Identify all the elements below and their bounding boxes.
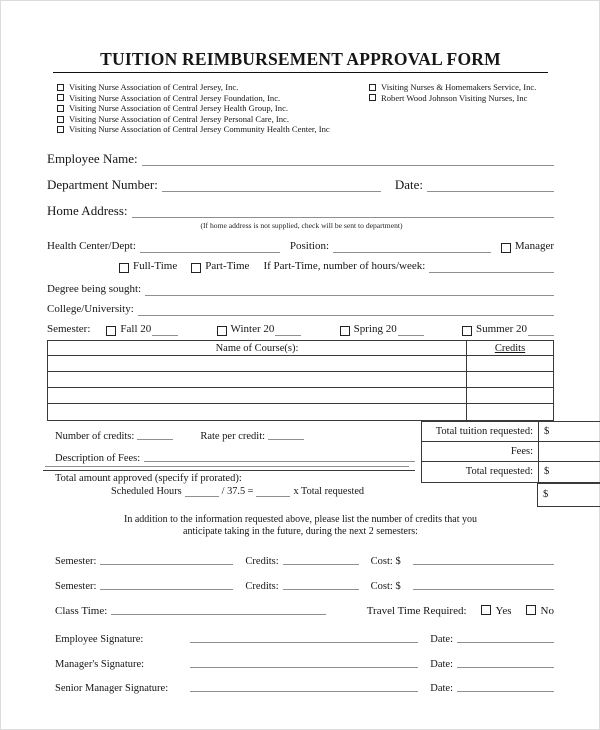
totals-table	[421, 421, 600, 483]
semester-option-winter	[217, 321, 302, 338]
course-table-row	[48, 404, 553, 420]
manager-signature-line[interactable]	[190, 667, 418, 668]
department-number-label: Department Number:	[47, 176, 158, 192]
travel-time-group	[367, 605, 554, 617]
org-option-label: Visiting Nurse Association of Central Jersey Foundation, Inc.	[69, 92, 281, 103]
senior-manager-signature-label: Senior Manager Signature:	[55, 682, 169, 694]
semester-label: Semester:	[47, 322, 91, 335]
checkbox-org-community-health[interactable]	[57, 126, 64, 133]
position-label: Position:	[289, 239, 330, 252]
fall-year-input-line[interactable]	[152, 335, 178, 336]
college-row	[47, 301, 554, 318]
org-option	[369, 93, 554, 104]
fees-row	[422, 442, 600, 462]
future-credits-label: Credits:	[245, 555, 279, 567]
manager-label: Manager	[514, 239, 554, 252]
health-center-row	[47, 238, 554, 255]
dollar-sign: $	[544, 465, 550, 477]
dollar-sign: $	[543, 488, 549, 500]
course-name-header: Name of Course(s):	[48, 341, 467, 355]
college-input-line[interactable]	[138, 315, 554, 316]
org-option-label: Robert Wood Johnson Visiting Nurses, Inc	[381, 92, 528, 103]
course-table-row	[48, 388, 553, 404]
home-address-row	[47, 202, 554, 220]
fall-label: Fall 20	[120, 322, 152, 335]
title-rule	[53, 72, 548, 73]
description-of-fees-row	[47, 447, 415, 464]
class-time-input-line[interactable]	[111, 614, 326, 615]
future-semester-row-2	[47, 574, 554, 592]
credits-cell[interactable]	[467, 356, 553, 371]
future-credits-note	[47, 514, 554, 538]
rate-per-credit-label: Rate per credit:	[200, 430, 266, 442]
travel-time-label: Travel Time Required:	[366, 604, 467, 617]
college-label: College/University:	[47, 302, 134, 315]
employee-name-row	[47, 150, 554, 168]
checkbox-travel-no[interactable]	[526, 605, 536, 615]
total-tuition-row	[422, 422, 600, 442]
degree-row	[47, 281, 554, 298]
employment-type-row	[47, 258, 554, 275]
future-credits-input-line[interactable]	[283, 564, 359, 565]
credits-cell[interactable]	[467, 388, 553, 403]
page-title: TUITION REIMBURSEMENT APPROVAL FORM	[100, 49, 501, 69]
course-name-cell[interactable]	[48, 404, 467, 420]
employee-name-input-line[interactable]	[142, 165, 554, 166]
home-address-note: (If home address is not supplied, check will be sent to department)	[200, 220, 403, 230]
description-continuation-line[interactable]	[45, 464, 409, 467]
manager-signature-date-line[interactable]	[457, 667, 554, 668]
checkbox-spring[interactable]	[340, 326, 350, 336]
spring-year-input-line[interactable]	[398, 335, 424, 336]
checkbox-org-vnacj[interactable]	[57, 84, 64, 91]
checkbox-org-personal-care[interactable]	[57, 116, 64, 123]
future-cost-input-line[interactable]	[413, 589, 554, 590]
org-option-label: Visiting Nurses & Homemakers Service, Inc.	[381, 82, 537, 92]
course-name-cell[interactable]	[48, 388, 467, 403]
checkbox-full-time[interactable]	[119, 263, 129, 273]
degree-input-line[interactable]	[145, 295, 554, 296]
future-credits-note-line1: In addition to the information requested above, please list the number of credits that you	[124, 513, 477, 525]
date-label: Date:	[430, 682, 453, 694]
checkbox-manager[interactable]	[501, 243, 511, 253]
scheduled-hours-row	[55, 485, 415, 499]
organization-column-right	[369, 82, 554, 135]
organization-checklist	[47, 82, 554, 135]
full-time-label: Full-Time	[133, 259, 178, 272]
semester-option-spring	[340, 321, 424, 338]
org-option	[57, 103, 369, 114]
manager-signature-row	[47, 652, 554, 670]
home-address-input-line[interactable]	[132, 217, 554, 218]
employee-signature-row	[47, 627, 554, 645]
date-label: Date:	[394, 176, 423, 192]
class-time-label: Class Time:	[55, 604, 108, 617]
date-input-line[interactable]	[427, 191, 554, 192]
future-cost-input-line[interactable]	[413, 564, 554, 565]
future-credits-label: Credits:	[245, 580, 279, 592]
description-of-fees-input-line[interactable]	[144, 461, 415, 462]
department-number-input-line[interactable]	[162, 191, 381, 192]
total-tuition-amount-cell[interactable]	[538, 422, 600, 441]
semester-options	[106, 321, 554, 338]
winter-label: Winter 20	[230, 322, 275, 335]
org-option-label: Visiting Nurse Association of Central Jersey Health Group, Inc.	[69, 103, 289, 114]
fees-amount-cell[interactable]	[538, 442, 600, 461]
travel-yes-label: Yes	[495, 604, 512, 617]
summer-label: Summer 20	[475, 322, 527, 335]
future-semester-label: Semester:	[55, 555, 97, 567]
dollar-sign: $	[544, 425, 550, 437]
manager-signature-label: Manager's Signature:	[55, 658, 145, 670]
future-credits-note-line2: anticipate taking in the future, during the next 2 semesters:	[183, 525, 418, 537]
scheduled-result-input-line[interactable]	[256, 496, 290, 497]
winter-year-input-line[interactable]	[275, 335, 301, 336]
checkbox-org-homemakers[interactable]	[369, 84, 376, 91]
number-of-credits-input-line[interactable]	[137, 439, 173, 440]
travel-no-label: No	[540, 604, 554, 617]
senior-manager-signature-row	[47, 676, 554, 694]
hours-per-week-input-line[interactable]	[429, 272, 554, 273]
course-table	[47, 340, 554, 421]
date-label: Date:	[430, 658, 453, 670]
position-input-line[interactable]	[333, 252, 491, 253]
total-tuition-label: Total tuition requested:	[435, 425, 533, 437]
home-address-label: Home Address:	[47, 202, 128, 218]
senior-manager-signature-date-line[interactable]	[457, 691, 554, 692]
checkbox-org-health-group[interactable]	[57, 105, 64, 112]
semester-option-fall	[106, 321, 178, 338]
future-semester-label: Semester:	[55, 580, 97, 592]
scheduled-suffix-label: x Total requested	[293, 485, 365, 497]
scheduled-hours-input-line[interactable]	[185, 496, 219, 497]
rate-per-credit-input-line[interactable]	[268, 439, 304, 440]
total-requested-row	[422, 462, 600, 482]
future-credits-input-line[interactable]	[283, 589, 359, 590]
org-option-label: Visiting Nurse Association of Central Jersey Personal Care, Inc.	[69, 113, 290, 124]
total-requested-amount-cell[interactable]	[538, 462, 600, 482]
department-number-row	[47, 176, 554, 194]
credits-rate-row	[47, 426, 415, 442]
org-option	[57, 82, 369, 93]
course-name-cell[interactable]	[48, 356, 467, 371]
course-table-header	[48, 341, 553, 356]
senior-manager-signature-line[interactable]	[190, 691, 418, 692]
checkbox-part-time[interactable]	[191, 263, 201, 273]
summer-year-input-line[interactable]	[528, 335, 554, 336]
semester-select-row	[47, 321, 554, 338]
employee-signature-label: Employee Signature:	[55, 633, 144, 645]
employee-signature-date-line[interactable]	[457, 642, 554, 643]
future-semester-row-1	[47, 549, 554, 567]
spring-label: Spring 20	[353, 322, 397, 335]
org-option-label: Visiting Nurse Association of Central Jersey, Inc.	[69, 82, 239, 92]
future-cost-label: Cost: $	[370, 555, 401, 567]
org-option-label: Visiting Nurse Association of Central Jersey Community Health Center, Inc	[69, 124, 330, 135]
degree-label: Degree being sought:	[47, 282, 142, 295]
employee-signature-line[interactable]	[190, 642, 418, 643]
date-label: Date:	[430, 633, 453, 645]
totals-right-column	[421, 421, 600, 507]
organization-column-left	[57, 82, 369, 135]
checkbox-winter[interactable]	[217, 326, 227, 336]
future-semester-input-line[interactable]	[100, 564, 233, 565]
total-requested-label: Total requested:	[465, 465, 533, 477]
checkbox-travel-yes[interactable]	[481, 605, 491, 615]
course-name-cell[interactable]	[48, 372, 467, 387]
course-table-row	[48, 372, 553, 388]
future-semester-input-line[interactable]	[100, 589, 233, 590]
approved-amount-cell[interactable]	[537, 483, 600, 507]
org-option	[369, 82, 554, 93]
scheduled-hours-label: Scheduled Hours	[111, 485, 182, 497]
part-time-label: Part-Time	[205, 259, 250, 272]
checkbox-fall[interactable]	[106, 326, 116, 336]
checkbox-org-foundation[interactable]	[57, 94, 64, 101]
total-amount-approved-label: Total amount approved (specify if prorated):	[55, 472, 242, 484]
total-amount-approved-block	[43, 470, 415, 499]
part-time-hours-label: If Part-Time, number of hours/week:	[263, 259, 426, 272]
checkbox-summer[interactable]	[462, 326, 472, 336]
course-table-row	[48, 356, 553, 372]
health-center-label: Health Center/Dept:	[47, 239, 136, 252]
class-time-row	[47, 599, 554, 617]
fees-label: Fees:	[510, 445, 533, 457]
checkbox-org-rwj[interactable]	[369, 94, 376, 101]
credits-cell[interactable]	[467, 372, 553, 387]
scheduled-divisor-label: / 37.5 =	[221, 485, 254, 497]
description-of-fees-label: Description of Fees:	[55, 452, 141, 464]
number-of-credits-label: Number of credits:	[55, 430, 135, 442]
totals-left-column	[47, 421, 415, 499]
org-option	[57, 93, 369, 104]
org-option	[57, 114, 369, 125]
semester-option-summer	[462, 321, 554, 338]
future-cost-label: Cost: $	[370, 580, 401, 592]
credits-cell[interactable]	[467, 404, 553, 420]
org-option	[57, 124, 369, 135]
totals-section	[47, 421, 554, 507]
credits-header: Credits	[494, 342, 526, 354]
form-header	[47, 48, 554, 73]
employee-name-label: Employee Name:	[47, 150, 138, 166]
health-center-input-line[interactable]	[140, 252, 280, 253]
